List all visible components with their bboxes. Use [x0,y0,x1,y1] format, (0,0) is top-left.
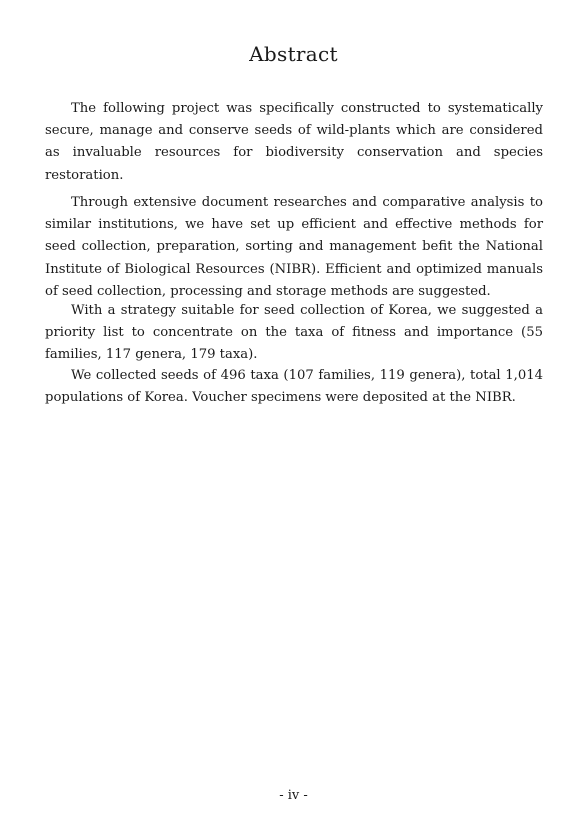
abstract-paragraph-2: Through extensive document researches and comparative analysis to similar institutions, we have set up efficient and effective methods for seed collection, preparation, sorting and management befit the National Institute of Biological Resources (NIBR). Efficient and optimized manuals of seed collection, processing and storage methods are suggested. [45,195,543,299]
abstract-paragraph-1: The following project was specifically constructed to systematically secure, manage and conserve seeds of wild-plants which are considered as invaluable resources for biodiversity conservation and species restoration. [45,101,543,183]
abstract-paragraph-3: With a strategy suitable for seed collection of Korea, we suggested a priority list to concentrate on the taxa of fitness and importance (55 families, 117 genera, 179 taxa). [45,303,543,363]
page-number: - iv - [279,788,308,803]
page-title: Abstract [249,42,338,66]
abstract-paragraph-4: We collected seeds of 496 taxa (107 families, 119 genera), total 1,014 populations of Korea. Voucher specimens were deposited at the NIBR. [45,368,543,406]
